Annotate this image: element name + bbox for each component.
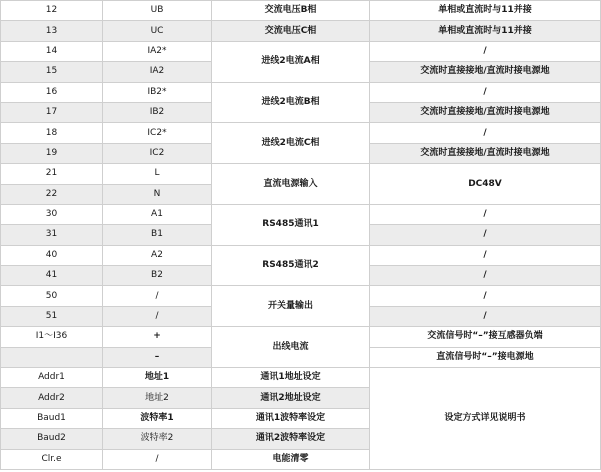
function-cell: 通讯1波特率设定 bbox=[212, 408, 370, 428]
signal-name: 波特率2 bbox=[103, 429, 212, 449]
terminal-number: Baud2 bbox=[1, 429, 103, 449]
signal-name: L bbox=[103, 164, 212, 184]
note-cell: 单相或直流时与11并接 bbox=[370, 21, 601, 41]
table-row bbox=[1, 1, 601, 21]
function-cell: 通讯1地址设定 bbox=[212, 368, 370, 388]
signal-name: IA2* bbox=[103, 41, 212, 61]
terminal-number: Addr1 bbox=[1, 368, 103, 388]
terminal-number: 50 bbox=[1, 286, 103, 306]
signal-name: / bbox=[103, 286, 212, 306]
terminal-number: 31 bbox=[1, 225, 103, 245]
signal-name: N bbox=[103, 184, 212, 204]
signal-name: / bbox=[103, 449, 212, 469]
table-row bbox=[1, 123, 601, 143]
terminal-number: Addr2 bbox=[1, 388, 103, 408]
signal-name: UC bbox=[103, 21, 212, 41]
table-row bbox=[1, 245, 601, 265]
terminal-number bbox=[1, 347, 103, 367]
function-cell-dc-power: 直流电源输入 bbox=[212, 164, 370, 205]
terminal-number: 16 bbox=[1, 82, 103, 102]
signal-name: IC2* bbox=[103, 123, 212, 143]
signal-name: IB2 bbox=[103, 102, 212, 122]
function-cell-ib: 进线2电流B相 bbox=[212, 82, 370, 123]
terminal-number: 19 bbox=[1, 143, 103, 163]
note-cell: 直流信号时“–”接电源地 bbox=[370, 347, 601, 367]
note-cell: / bbox=[370, 123, 601, 143]
note-cell: / bbox=[370, 266, 601, 286]
table-row bbox=[1, 41, 601, 61]
signal-name: B1 bbox=[103, 225, 212, 245]
note-cell: 单相或直流时与11并接 bbox=[370, 1, 601, 21]
note-cell: / bbox=[370, 306, 601, 326]
signal-name: B2 bbox=[103, 266, 212, 286]
table-row bbox=[1, 204, 601, 224]
terminal-number: 21 bbox=[1, 164, 103, 184]
table-row bbox=[1, 327, 601, 347]
terminal-number: 41 bbox=[1, 266, 103, 286]
terminal-number: 17 bbox=[1, 102, 103, 122]
signal-name: IA2 bbox=[103, 62, 212, 82]
terminal-number: 18 bbox=[1, 123, 103, 143]
terminal-number: 12 bbox=[1, 1, 103, 21]
function-cell: 交流电压B相 bbox=[212, 1, 370, 21]
note-cell-dc48v: DC48V bbox=[370, 164, 601, 205]
function-cell-rs485-2: RS485通讯2 bbox=[212, 245, 370, 286]
terminal-number: Clr.e bbox=[1, 449, 103, 469]
signal-name: IC2 bbox=[103, 143, 212, 163]
note-cell-setup: 设定方式详见说明书 bbox=[370, 368, 601, 470]
function-cell: 电能清零 bbox=[212, 449, 370, 469]
function-cell-switch-output: 开关量输出 bbox=[212, 286, 370, 327]
terminal-number: 30 bbox=[1, 204, 103, 224]
table-row bbox=[1, 164, 601, 184]
signal-name: / bbox=[103, 306, 212, 326]
note-cell: / bbox=[370, 286, 601, 306]
signal-name: + bbox=[103, 327, 212, 347]
terminal-number: I1～I36 bbox=[1, 327, 103, 347]
table-row bbox=[1, 368, 601, 388]
function-cell: 通讯2波特率设定 bbox=[212, 429, 370, 449]
terminal-number: Baud1 bbox=[1, 408, 103, 428]
terminal-number: 13 bbox=[1, 21, 103, 41]
terminal-number: 15 bbox=[1, 62, 103, 82]
terminal-number: 14 bbox=[1, 41, 103, 61]
note-cell: 交流时直接接地/直流时接电源地 bbox=[370, 102, 601, 122]
terminal-number: 40 bbox=[1, 245, 103, 265]
function-cell-output-current: 出线电流 bbox=[212, 327, 370, 368]
note-cell: 交流时直接接地/直流时接电源地 bbox=[370, 62, 601, 82]
function-cell-rs485-1: RS485通讯1 bbox=[212, 204, 370, 245]
signal-name: A1 bbox=[103, 204, 212, 224]
note-cell: 交流时直接接地/直流时接电源地 bbox=[370, 143, 601, 163]
signal-name: – bbox=[103, 347, 212, 367]
note-cell: / bbox=[370, 225, 601, 245]
signal-name: 地址2 bbox=[103, 388, 212, 408]
note-cell: / bbox=[370, 41, 601, 61]
table-row bbox=[1, 82, 601, 102]
function-cell-ia: 进线2电流A相 bbox=[212, 41, 370, 82]
terminal-number: 22 bbox=[1, 184, 103, 204]
note-cell: 交流信号时“–”接互感器负端 bbox=[370, 327, 601, 347]
terminal-number: 51 bbox=[1, 306, 103, 326]
table-row bbox=[1, 286, 601, 306]
signal-name: UB bbox=[103, 1, 212, 21]
signal-name: IB2* bbox=[103, 82, 212, 102]
signal-name: 地址1 bbox=[103, 368, 212, 388]
note-cell: / bbox=[370, 82, 601, 102]
function-cell-ic: 进线2电流C相 bbox=[212, 123, 370, 164]
signal-name: 波特率1 bbox=[103, 408, 212, 428]
function-cell: 交流电压C相 bbox=[212, 21, 370, 41]
function-cell: 通讯2地址设定 bbox=[212, 388, 370, 408]
signal-name: A2 bbox=[103, 245, 212, 265]
table-row bbox=[1, 21, 601, 41]
note-cell: / bbox=[370, 204, 601, 224]
note-cell: / bbox=[370, 245, 601, 265]
